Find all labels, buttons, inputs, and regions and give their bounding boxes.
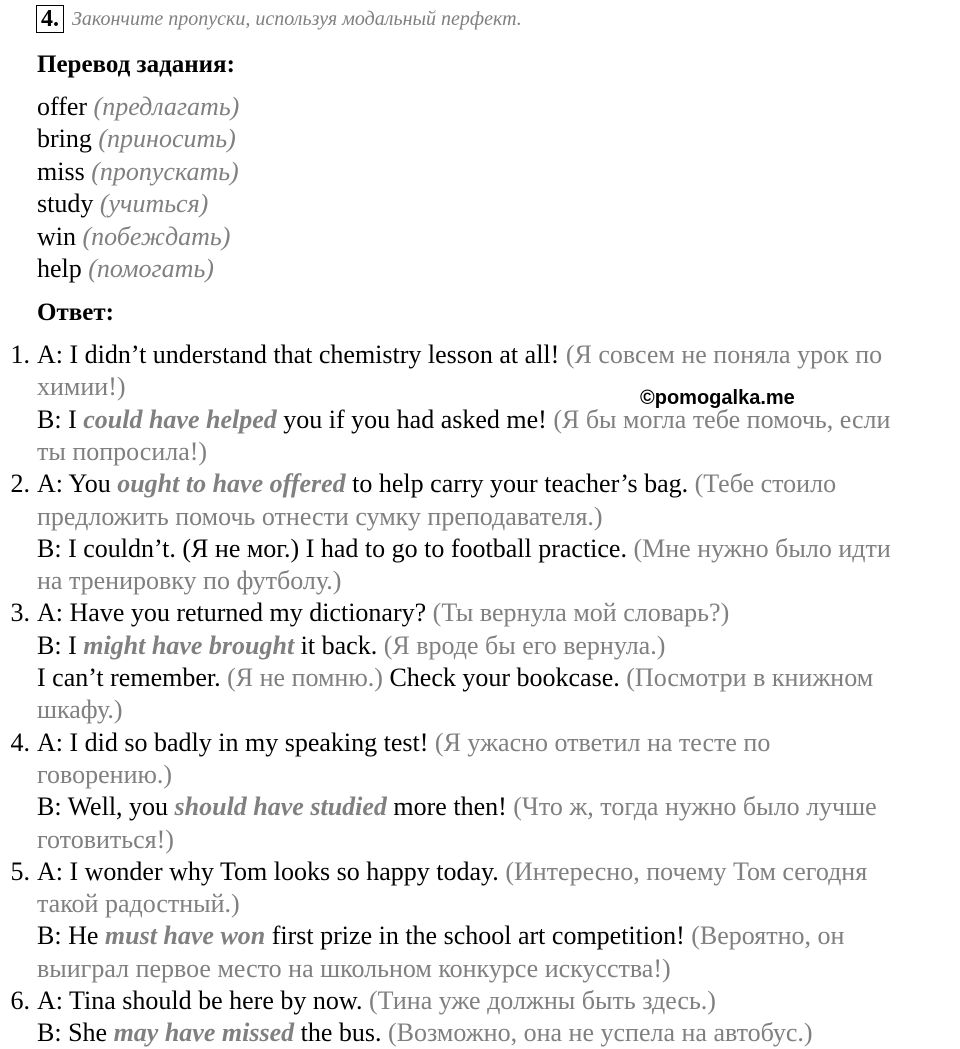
answer-number: 4. (10, 727, 30, 757)
english-text: A: I did so badly in my speaking test! (37, 727, 435, 757)
russian-translation: (Я вроде бы его вернула.) (383, 630, 666, 660)
answer-number: 1. (10, 340, 30, 369)
answer-number: 2. (10, 469, 30, 499)
english-text: B: She (37, 1018, 114, 1048)
vocab-translation: (пропускать) (91, 156, 239, 186)
answer-line (37, 662, 873, 694)
russian-translation: (Мне нужно было идти (633, 533, 891, 563)
vocab-translation: (предлагать) (93, 92, 240, 121)
answer-line (37, 630, 665, 662)
modal-perfect-phrase: may have missed (113, 1018, 295, 1048)
english-text: you if you had asked me! (276, 404, 554, 434)
russian-translation: (Я бы могла тебе помочь, если (553, 404, 891, 434)
modal-perfect-phrase: could have helped (83, 404, 277, 434)
russian-translation: предложить помочь отнести сумку преподавателя.) (37, 501, 603, 531)
answer-line (37, 533, 891, 565)
russian-translation: (Интересно, почему Том сегодня (505, 856, 868, 886)
russian-translation: (Ты вернула мой словарь?) (432, 598, 730, 628)
answer-line (37, 953, 671, 985)
english-text: B: He (37, 921, 105, 951)
answer-line (37, 694, 123, 726)
vocab-item (37, 123, 239, 155)
modal-perfect-phrase: might have brought (83, 630, 295, 660)
modal-perfect-phrase: should have studied (174, 792, 387, 822)
answer-line (37, 597, 729, 629)
answer-line (37, 436, 207, 468)
english-text: it back. (294, 630, 384, 660)
english-text: B: I (37, 404, 84, 434)
translation-heading: Перевод задания: (37, 51, 235, 78)
vocab-translation: (помогать) (88, 253, 214, 283)
english-text: A: I didn’t understand that chemistry lesson at all! (37, 340, 566, 369)
answer-line (37, 339, 882, 371)
answer-line (37, 888, 240, 920)
answer-line (37, 468, 836, 500)
vocabulary-list (37, 91, 239, 285)
vocab-word: miss (37, 156, 85, 186)
answer-line (37, 985, 716, 1017)
vocab-word: offer (37, 92, 88, 121)
english-text: B: I couldn’t. (Я не мог.) I had to go to football practice. (37, 533, 634, 563)
english-text: more then! (386, 792, 514, 822)
russian-translation: (Тина уже должны быть здесь.) (368, 986, 716, 1015)
vocab-translation: (приносить) (98, 124, 236, 154)
answer-line (37, 727, 770, 759)
russian-translation: (Что ж, тогда нужно было лучше (513, 792, 877, 822)
vocab-item (37, 221, 239, 253)
vocab-item (37, 91, 239, 123)
vocab-item (37, 156, 239, 188)
answer-line (37, 565, 341, 597)
english-text: B: Well, you (37, 792, 175, 822)
vocab-word: win (37, 221, 76, 251)
russian-translation: (Я ужасно ответил на тесте по (434, 727, 771, 757)
modal-perfect-phrase: must have won (104, 921, 266, 951)
russian-translation: такой радостный.) (37, 889, 240, 919)
russian-translation: химии!) (37, 372, 126, 402)
english-text: to help carry your teacher’s bag. (345, 469, 695, 499)
russian-translation: (Я совсем не поняла урок по (565, 340, 883, 369)
vocab-translation: (учиться) (99, 189, 209, 219)
watermark: ©pomogalka.me (640, 387, 795, 409)
english-text: Check your bookcase. (382, 663, 627, 692)
answer-number: 5. (10, 856, 30, 886)
answer-heading: Ответ: (37, 299, 114, 326)
answer-line (37, 371, 126, 403)
answer-number: 3. (10, 598, 30, 628)
russian-translation: выиграл первое место на школьном конкурсе искусства!) (37, 953, 671, 983)
answer-line (37, 791, 877, 823)
task-header (36, 4, 522, 34)
vocab-item (37, 253, 239, 285)
vocab-word: study (37, 189, 94, 219)
answer-line (37, 856, 867, 888)
vocab-word: help (37, 253, 82, 283)
vocab-item (37, 188, 239, 220)
task-instruction: Закончите пропуски, используя модальный перфект. (72, 7, 522, 30)
modal-perfect-phrase: ought to have offered (117, 469, 346, 499)
russian-translation: говорению.) (37, 759, 173, 789)
russian-translation: (Я не помню.) (227, 663, 383, 692)
english-text: the bus. (294, 1018, 388, 1048)
answer-number: 6. (10, 986, 30, 1015)
answer-line (37, 824, 174, 856)
answer-line (37, 501, 603, 533)
english-text: A: You (37, 469, 118, 499)
answer-line (37, 759, 172, 791)
russian-translation: ты попросила!) (37, 436, 208, 466)
english-text: A: Tina should be here by now. (37, 986, 369, 1015)
english-text: I can’t remember. (37, 663, 228, 692)
english-text: B: I (37, 630, 84, 660)
answer-line (37, 920, 844, 952)
english-text: A: I wonder why Tom looks so happy today. (37, 856, 506, 886)
russian-translation: (Вероятно, он (691, 921, 845, 951)
vocab-word: bring (37, 124, 92, 154)
russian-translation: (Посмотри в книжном (626, 663, 874, 692)
russian-translation: на тренировку по футболу.) (37, 566, 342, 596)
russian-translation: (Тебе стоило (694, 469, 837, 499)
task-number: 4. (36, 5, 64, 33)
vocab-translation: (побеждать) (82, 221, 231, 251)
english-text: A: Have you returned my dictionary? (37, 598, 433, 628)
english-text: first prize in the school art competition! (265, 921, 692, 951)
answer-line (37, 1017, 813, 1049)
russian-translation: готовиться!) (37, 824, 174, 854)
russian-translation: шкафу.) (37, 695, 123, 725)
russian-translation: (Возможно, она не успела на автобус.) (388, 1018, 813, 1048)
